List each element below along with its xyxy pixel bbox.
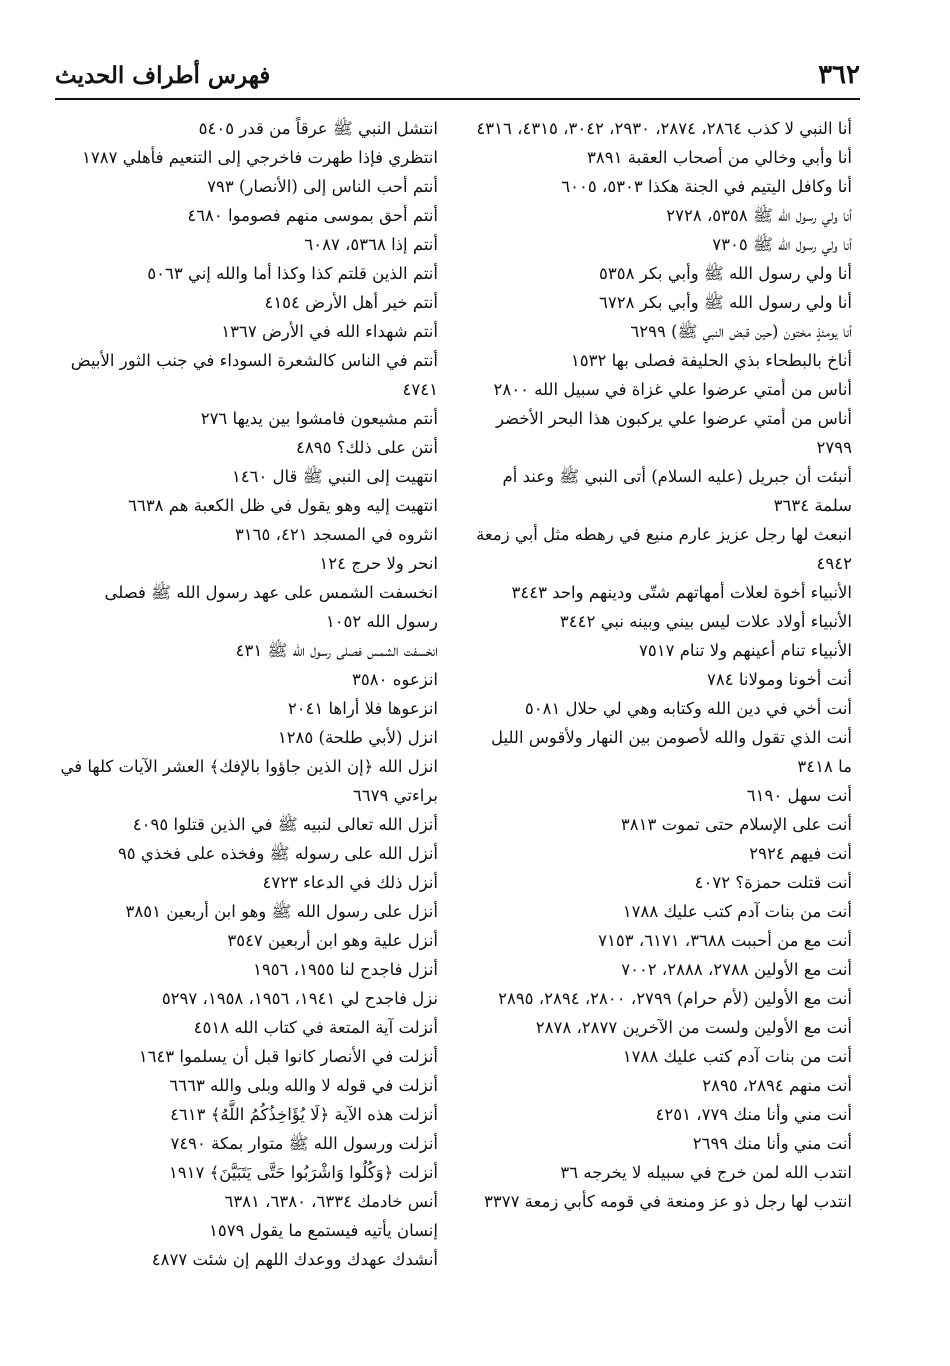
page-header bbox=[55, 58, 860, 100]
index-entry: أناس من أمتي عرضوا علي يركبون هذا البحر الأخضر ٢٧٩٩ bbox=[495, 409, 852, 457]
index-entry: أنتم أحق بموسى منهم فصوموا ٤٦٨٠ bbox=[187, 206, 438, 225]
index-entry: انتشل النبي ﷺ عرقاً من قدر ٥٤٠٥ bbox=[198, 119, 438, 138]
index-entry: انتهيت إليه وهو يقول في ظل الكعبة هم ٦٦٣٨ bbox=[128, 496, 438, 515]
index-entry: أنتن على ذلك؟ ٤٨٩٥ bbox=[295, 438, 438, 457]
index-entry: أنا النبي لا كذب ٢٨٦٤، ٢٨٧٤، ٢٩٣٠، ٣٠٤٢، ٤٣١٥، ٤٣١٦ bbox=[476, 119, 852, 138]
index-entry: انتهيت إلى النبي ﷺ قال ١٤٦٠ bbox=[231, 467, 438, 486]
index-entry: أنا ولي رسول الله ﷺ وأبي بكر ٦٧٢٨ bbox=[599, 293, 852, 312]
index-entry: انزل (لأبي طلحة) ١٢٨٥ bbox=[277, 728, 438, 747]
index-entry: أنت على الإسلام حتى تموت ٣٨١٣ bbox=[620, 815, 852, 834]
index-entry: انخسفت الشمس على عهد رسول الله ﷺ فصلى رسول الله ١٠٥٢ bbox=[104, 583, 438, 631]
index-entry: الأنبياء أخوة لعلات أمهاتهم شتّى ودينهم واحد ٣٤٤٣ bbox=[511, 583, 852, 602]
index-entry: أنزلت هذه الآية ﴿لَا يُؤَاخِذُكُمُ اللَّهُ﴾ ٤٦١٣ bbox=[170, 1105, 438, 1124]
index-entry: انتدب الله لمن خرج في سبيله لا يخرجه ٣٦ bbox=[560, 1163, 852, 1182]
index-entry: أنا ولي رسول الله ﷺ ٧٣٠٥ bbox=[712, 235, 852, 254]
index-entry: انثروه في المسجد ٤٢١، ٣١٦٥ bbox=[234, 525, 438, 544]
index-entry: أنت من بنات آدم كتب عليك ١٧٨٨ bbox=[622, 902, 852, 921]
index-entry: أنا ولي رسول الله ﷺ وأبي بكر ٥٣٥٨ bbox=[599, 264, 852, 283]
index-entry: انزعوها فلا أراها ٢٠٤١ bbox=[287, 699, 438, 718]
index-entry: أنزلت ورسول الله ﷺ متوار بمكة ٧٤٩٠ bbox=[170, 1134, 438, 1153]
index-entry: انزل الله ﴿إن الذين جاؤوا بالإفك﴾ العشر الآيات كلها في براءتي ٦٦٧٩ bbox=[60, 757, 438, 805]
index-entry: أنبئت أن جبريل (عليه السلام) أتى النبي ﷺ وعند أم سلمة ٣٦٣٤ bbox=[502, 467, 852, 515]
index-entry: أنت منهم ٢٨٩٤، ٢٨٩٥ bbox=[702, 1076, 852, 1095]
index-entry: انحر ولا حرج ١٢٤ bbox=[319, 554, 438, 573]
index-entry: أنتم الذين قلتم كذا وكذا أما والله إني ٥٠٦٣ bbox=[147, 264, 438, 283]
index-entry: أناس من أمتي عرضوا علي غزاة في سبيل الله ٢٨٠٠ bbox=[493, 380, 852, 399]
index-entry: أنت مع من أحببت ٣٦٨٨، ٦١٧١، ٧١٥٣ bbox=[598, 931, 852, 950]
index-entry: أنزل علية وهو ابن أربعين ٣٥٤٧ bbox=[227, 931, 438, 950]
index-entry: أنزلت آية المتعة في كتاب الله ٤٥١٨ bbox=[193, 1018, 438, 1037]
index-entry: إنسان يأتيه فيستمع ما يقول ١٥٧٩ bbox=[209, 1221, 438, 1240]
index-entry: الأنبياء تنام أعينهم ولا تنام ٧٥١٧ bbox=[639, 641, 852, 660]
index-entry: أنت أخونا ومولانا ٧٨٤ bbox=[707, 670, 852, 689]
index-entry: أنس خادمك ٦٣٣٤، ٦٣٨٠، ٦٣٨١ bbox=[224, 1192, 438, 1211]
running-title: فهرس أطراف الحديث bbox=[55, 62, 271, 89]
index-entry: أنزل فاجدح لنا ١٩٥٥، ١٩٥٦ bbox=[253, 960, 438, 979]
index-entry: أناخ بالبطحاء بذي الحليفة فصلى بها ١٥٣٢ bbox=[570, 351, 852, 370]
index-entry: أنت الذي تقول والله لأصومن بين النهار ولأقوس الليل ما ٣٤١٨ bbox=[490, 728, 852, 776]
index-entry: أنزل على رسول الله ﷺ وهو ابن أربعين ٣٨٥١ bbox=[125, 902, 438, 921]
index-entry: أنت فيهم ٢٩٢٤ bbox=[749, 844, 852, 863]
index-entry: انخسفت الشمس فصلى رسول الله ﷺ ٤٣١ bbox=[235, 641, 438, 660]
index-entry: أنزل ذلك في الدعاء ٤٧٢٣ bbox=[262, 873, 438, 892]
index-entry: أنا ولي رسول الله ﷺ ٥٣٥٨، ٢٧٢٨ bbox=[666, 206, 852, 225]
index-entry: أنت من بنات آدم كتب عليك ١٧٨٨ bbox=[622, 1047, 852, 1066]
index-entry: أنتم مشيعون فامشوا بين يديها ٢٧٦ bbox=[200, 409, 438, 428]
index-entry: أنت مني وأنا منك ٧٧٩، ٤٢٥١ bbox=[655, 1105, 852, 1124]
index-entry: أنتم في الناس كالشعرة السوداء في جنب الثور الأبيض ٤٧٤١ bbox=[70, 351, 438, 399]
index-entry: أنتم خير أهل الأرض ٤١٥٤ bbox=[264, 293, 438, 312]
index-entry: أنت مني وأنا منك ٢٦٩٩ bbox=[692, 1134, 852, 1153]
index-column-left bbox=[58, 114, 438, 1274]
index-entry: أنزلت ﴿وَكُلُوا وَاشْرَبُوا حَتَّى يَتَبَيَّنَ﴾ ١٩١٧ bbox=[168, 1163, 438, 1182]
index-entry: أنا وأبي وخالي من أصحاب العقبة ٣٨٩١ bbox=[587, 148, 852, 167]
index-entry: أنت مع الأولين ٢٧٨٨، ٢٨٨٨، ٧٠٠٢ bbox=[621, 960, 852, 979]
index-entry: نزل فاجدح لي ١٩٤١، ١٩٥٦، ١٩٥٨، ٥٢٩٧ bbox=[161, 989, 438, 1008]
index-entry: أنتم شهداء الله في الأرض ١٣٦٧ bbox=[221, 322, 438, 341]
index-entry: انتدب لها رجل ذو عز ومنعة في قومه كأبي زمعة ٣٣٧٧ bbox=[483, 1192, 852, 1211]
index-entry: أنت مع الأولين ولست من الآخرين ٢٨٧٧، ٢٨٧٨ bbox=[535, 1018, 852, 1037]
index-entry: أنت سهل ٦١٩٠ bbox=[746, 786, 852, 805]
index-entry: انبعث لها رجل عزيز عارم منيع في رهطه مثل أبي زمعة ٤٩٤٢ bbox=[476, 525, 852, 573]
index-entry: انتظري فإذا طهرت فاخرجي إلى التنعيم فأهلي ١٧٨٧ bbox=[82, 148, 438, 167]
index-entry: أنت مع الأولين (لأم حرام) ٢٧٩٩، ٢٨٠٠، ٢٨٩٤، ٢٨٩٥ bbox=[498, 989, 852, 1008]
index-entry: انزعوه ٣٥٨٠ bbox=[352, 670, 438, 689]
index-entry: أنتم أحب الناس إلى (الأنصار) ٧٩٣ bbox=[207, 177, 438, 196]
index-entry: أنزلت في الأنصار كانوا قبل أن يسلموا ١٦٤٣ bbox=[138, 1047, 438, 1066]
index-entry: أنتم إذا ٥٣٦٨، ٦٠٨٧ bbox=[304, 235, 438, 254]
index-entry: أنزل الله تعالى لنبيه ﷺ في الذين قتلوا ٤٠٩٥ bbox=[132, 815, 438, 834]
index-column-right bbox=[472, 114, 852, 1216]
index-entry: أنا يومئذٍ مختون (حين قبض النبي ﷺ) ٦٢٩٩ bbox=[630, 322, 852, 341]
index-entry: أنت قتلت حمزة؟ ٤٠٧٢ bbox=[694, 873, 852, 892]
index-entry: أنزل الله على رسوله ﷺ وفخذه على فخذي ٩٥ bbox=[117, 844, 438, 863]
index-entry: الأنبياء أولاد علات ليس بيني وبينه نبي ٣٤٤٢ bbox=[559, 612, 852, 631]
index-entry: أنزلت في قوله لا والله وبلى والله ٦٦٦٣ bbox=[169, 1076, 438, 1095]
index-entry: أنت أخي في دين الله وكتابه وهي لي حلال ٥٠٨١ bbox=[524, 699, 852, 718]
index-entry: أنشدك عهدك ووعدك اللهم إن شئت ٤٨٧٧ bbox=[151, 1250, 438, 1269]
index-entry: أنا وكافل اليتيم في الجنة هكذا ٥٣٠٣، ٦٠٠٥ bbox=[561, 177, 852, 196]
page-number: ٣٦٢ bbox=[818, 60, 860, 90]
